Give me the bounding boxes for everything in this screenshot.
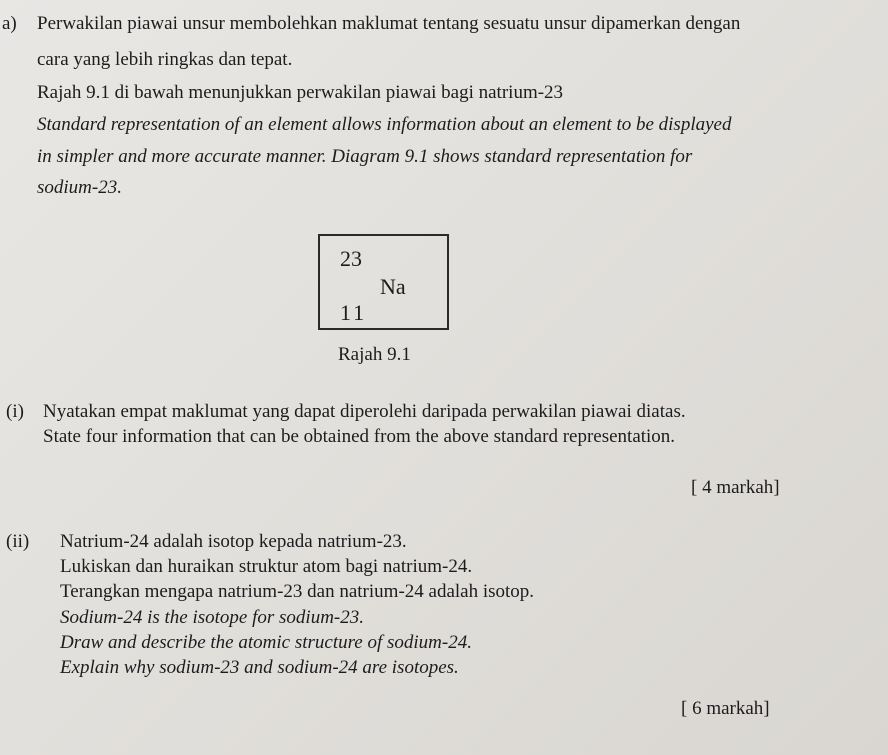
diagram-caption: Rajah 9.1 (338, 344, 411, 365)
part-ii-label: (ii) (6, 531, 30, 552)
part-ii-english-line-1: Sodium-24 is the isotope for sodium-23. (60, 607, 364, 628)
intro-malay-line-2: cara yang lebih ringkas dan tepat. (37, 49, 293, 70)
intro-malay-line-3: Rajah 9.1 di bawah menunjukkan perwakilan piawai bagi natrium-23 (37, 82, 564, 103)
part-ii-malay-line-1: Natrium-24 adalah isotop kepada natrium-23. (60, 531, 407, 552)
part-ii-marks: [ 6 markah] (681, 698, 770, 719)
part-i-malay: Nyatakan empat maklumat yang dapat diperolehi daripada perwakilan piawai diatas. (43, 401, 686, 422)
part-ii-english-line-3: Explain why sodium-23 and sodium-24 are isotopes. (60, 657, 459, 678)
part-ii-english-line-2: Draw and describe the atomic structure of sodium-24. (60, 632, 472, 653)
mass-number: 23 (340, 246, 362, 271)
intro-malay-line-1: Perwakilan piawai unsur membolehkan maklumat tentang sesuatu unsur dipamerkan dengan (37, 13, 741, 34)
part-ii-malay-line-2: Lukiskan dan huraikan struktur atom bagi natrium-24. (60, 556, 473, 577)
element-symbol: Na (380, 274, 406, 299)
standard-representation-box (318, 234, 449, 330)
proton-number: 11 (340, 300, 368, 325)
part-i-marks: [ 4 markah] (691, 477, 780, 498)
intro-english-line-1: Standard representation of an element allows information about an element to be displayed (37, 114, 732, 135)
part-i-english: State four information that can be obtained from the above standard representation. (43, 426, 676, 447)
part-ii-malay-line-3: Terangkan mengapa natrium-23 dan natrium-24 adalah isotop. (60, 581, 535, 602)
part-i-label: (i) (6, 401, 24, 422)
intro-english-line-2: in simpler and more accurate manner. Diagram 9.1 shows standard representation for (37, 146, 693, 167)
intro-english-line-3: sodium-23. (37, 177, 122, 198)
question-label: a) (2, 13, 17, 34)
